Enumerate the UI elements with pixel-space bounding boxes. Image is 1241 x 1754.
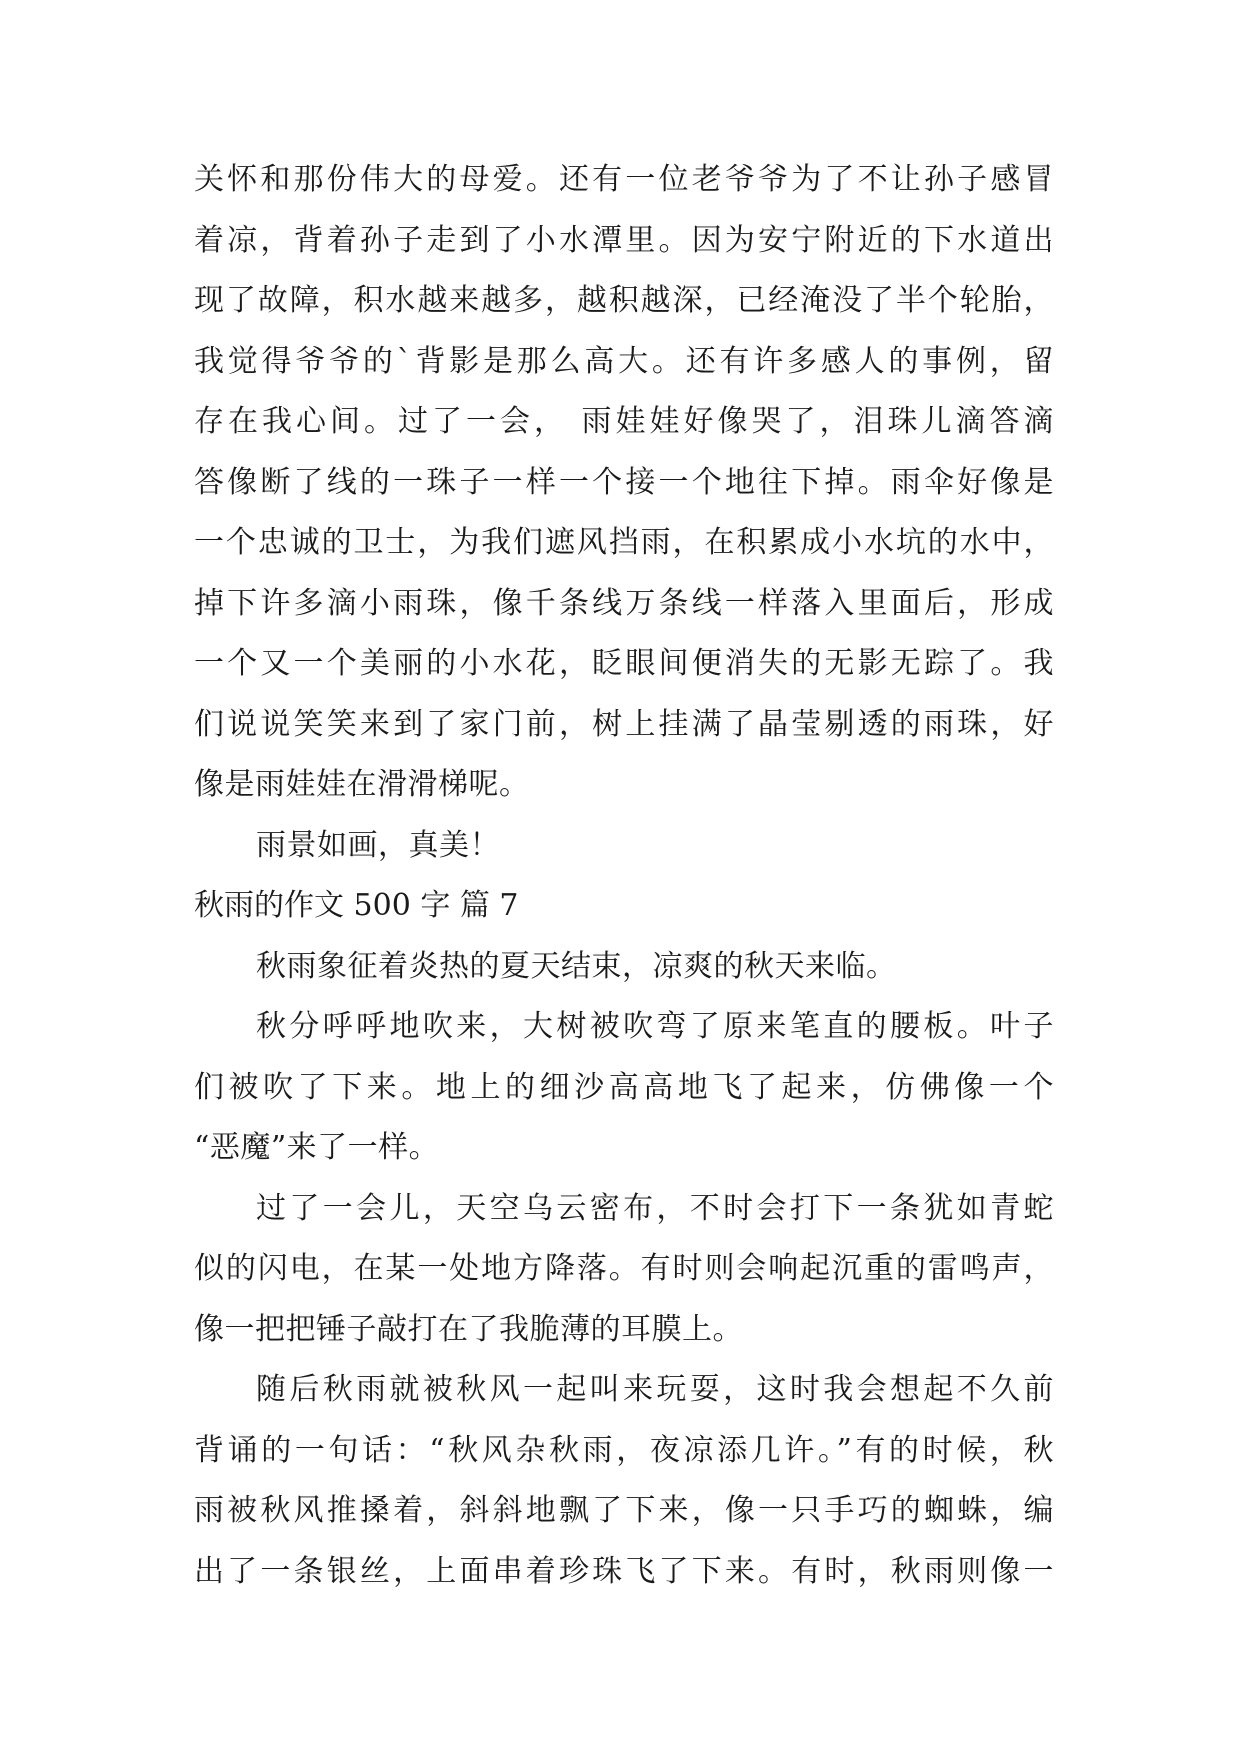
- text-line: 一个又一个美丽的小水花，眨眼间便消失的无影无踪了。我: [194, 646, 1054, 681]
- text-line: 雨被秋风推搡着，斜斜地飘了下来，像一只手巧的蜘蛛，编: [194, 1493, 1054, 1528]
- text-line: 存在我心间。过了一会， 雨娃娃好像哭了，泪珠儿滴答滴: [194, 404, 1054, 439]
- text-line: 现了故障，积水越来越多，越积越深，已经淹没了半个轮胎，: [194, 283, 1054, 318]
- text-line: 们被吹了下来。地上的细沙高高地飞了起来，仿佛像一个: [194, 1069, 1054, 1105]
- text-line: 背诵的一句话：“秋风杂秋雨，夜凉添几许。”有的时候，秋: [194, 1432, 1054, 1468]
- text-line: 答像断了线的一珠子一样一个接一个地往下掉。雨伞好像是: [194, 464, 1054, 500]
- document-page: [194, 150, 1054, 1602]
- text-line: 掉下许多滴小雨珠，像千条线万条线一样落入里面后，形成: [194, 585, 1054, 621]
- text-block-bottom: [194, 937, 1054, 1603]
- text-line: 秋雨象征着炎热的夏天结束，凉爽的秋天来临。: [256, 948, 897, 984]
- text-line: 出了一条银丝，上面串着珍珠飞了下来。有时，秋雨则像一: [194, 1553, 1054, 1589]
- text-line: 似的闪电，在某一处地方降落。有时则会响起沉重的雷鸣声，: [194, 1251, 1054, 1286]
- text-line: 们说说笑笑来到了家门前，树上挂满了晶莹剔透的雨珠，好: [194, 706, 1054, 742]
- text-line: “恶魔”来了一样。: [194, 1130, 440, 1165]
- text-line: 雨景如画，真美！: [256, 827, 500, 863]
- text-line: 过了一会儿，天空乌云密布，不时会打下一条犹如青蛇: [256, 1190, 1054, 1226]
- text-line: 像是雨娃娃在滑滑梯呢。: [194, 767, 530, 802]
- text-line: 像一把把锤子敲打在了我脆薄的耳膜上。: [194, 1311, 743, 1347]
- text-line: 着凉，背着孙子走到了小水潭里。因为安宁附近的下水道出: [194, 222, 1054, 258]
- text-line: 我觉得爷爷的`背影是那么高大。还有许多感人的事例，留: [194, 343, 1054, 379]
- text-line: 随后秋雨就被秋风一起叫来玩耍，这时我会想起不久前: [256, 1372, 1054, 1407]
- text-line: 秋分呼呼地吹来，大树被吹弯了原来笔直的腰板。叶子: [256, 1009, 1054, 1044]
- text-block-top: [194, 150, 1054, 876]
- essay-heading: 秋雨的作文 500 字 篇 7: [194, 888, 519, 923]
- text-line: 一个忠诚的卫士，为我们遮风挡雨，在积累成小水坑的水中，: [194, 525, 1054, 560]
- text-line: 关怀和那份伟大的母爱。还有一位老爷爷为了不让孙子感冒: [194, 162, 1054, 197]
